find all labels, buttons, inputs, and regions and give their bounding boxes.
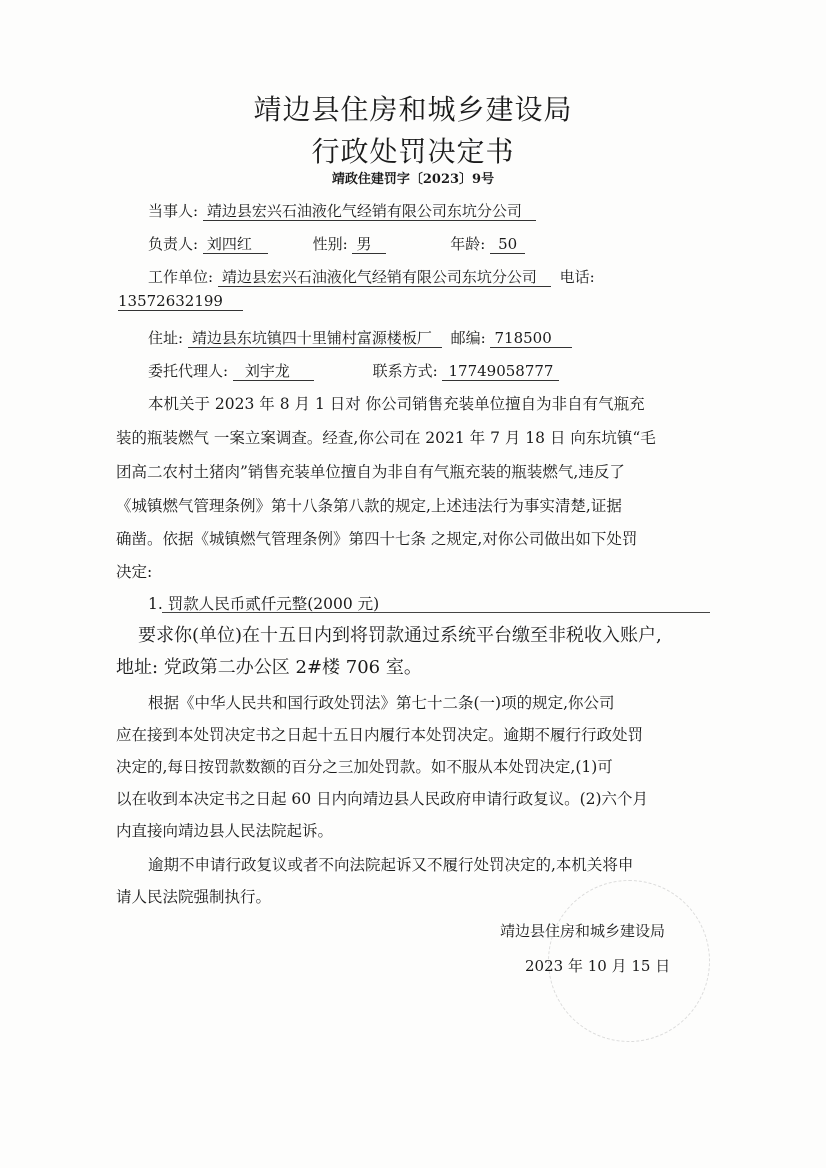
body-line-6: 决定:	[116, 563, 153, 581]
phone-row	[118, 292, 243, 310]
agent-label: 委托代理人:	[148, 362, 229, 380]
contact-label: 联系方式:	[372, 362, 438, 380]
work-row	[148, 266, 595, 287]
body-line-2: 装的瓶装燃气 一案立案调查。经查,你公司在 2021 年 7 月 18 日 向东坑镇“毛	[116, 429, 656, 447]
person-label: 负责人:	[148, 235, 199, 253]
agent-row	[148, 360, 559, 381]
postcode-label: 邮编:	[450, 329, 486, 347]
doc-number: 靖政住建罚字〔2023〕9号	[331, 172, 495, 187]
party-row	[148, 200, 536, 221]
gender-value: 男	[352, 235, 385, 254]
penalty-underline	[162, 612, 710, 613]
requirement-line-1: 要求你(单位)在十五日内到将罚款通过系统平台缴至非税收入账户,	[138, 625, 662, 646]
body-line-5: 确凿。依据《城镇燃气管理条例》第四十七条 之规定,对你公司做出如下处罚	[116, 530, 638, 548]
postcode-value: 718500	[490, 329, 571, 348]
agent-value: 刘宇龙	[233, 362, 314, 381]
contact-value: 17749058777	[442, 362, 559, 381]
age-value: 50	[490, 235, 525, 254]
doc-title: 行政处罚决定书	[311, 135, 515, 168]
penalty-item: 1. 罚款人民币贰仟元整(2000 元)	[148, 595, 380, 613]
body-line-4: 《城镇燃气管理条例》第十八条第八款的规定,上述违法行为事实清楚,证据	[116, 497, 622, 515]
requirement-line-2: 地址: 党政第二办公区 2#楼 706 室。	[116, 657, 422, 678]
person-name: 刘四红	[203, 235, 268, 254]
body-line-3: 团高二农村土猪肉”销售充装单位擅自为非自有气瓶充装的瓶装燃气,违反了	[116, 463, 625, 481]
party-name: 靖边县宏兴石油液化气经销有限公司东坑分公司	[203, 202, 536, 221]
person-row	[148, 233, 525, 254]
body-line-1: 本机关于 2023 年 8 月 1 日对 你公司销售充装单位擅自为非自有气瓶充	[148, 395, 645, 413]
rights-line-3: 决定的,每日按罚款数额的百分之三加处罚款。如不服从本处罚决定,(1)可	[116, 758, 613, 776]
enforcement-line-1: 逾期不申请行政复议或者不向法院起诉又不履行处罚决定的,本机关将申	[148, 856, 634, 874]
work-label: 工作单位:	[148, 268, 214, 286]
address-label: 住址:	[148, 329, 184, 347]
rights-line-2: 应在接到本处罚决定书之日起十五日内履行本处罚决定。逾期不履行行政处罚	[116, 726, 644, 744]
rights-line-4: 以在收到本决定书之日起 60 日内向靖边县人民政府申请行政复议。(2)六个月	[116, 790, 649, 808]
org-title: 靖边县住房和城乡建设局	[253, 93, 573, 126]
work-unit: 靖边县宏兴石油液化气经销有限公司东坑分公司	[218, 268, 551, 287]
rights-line-5: 内直接向靖边县人民法院起诉。	[116, 822, 334, 840]
enforcement-line-2: 请人民法院强制执行。	[116, 888, 272, 906]
party-label: 当事人:	[148, 202, 199, 220]
signature-org: 靖边县住房和城乡建设局	[500, 922, 666, 940]
signature-date: 2023 年 10 月 15 日	[525, 957, 671, 975]
age-label: 年龄:	[450, 235, 486, 253]
phone-value: 13572632199	[118, 292, 243, 311]
phone-label: 电话:	[559, 268, 595, 286]
address-row	[148, 327, 572, 348]
rights-line-1: 根据《中华人民共和国行政处罚法》第七十二条(一)项的规定,你公司	[148, 694, 615, 712]
address-value: 靖边县东坑镇四十里铺村富源楼板厂	[188, 329, 442, 348]
gender-label: 性别:	[312, 235, 348, 253]
